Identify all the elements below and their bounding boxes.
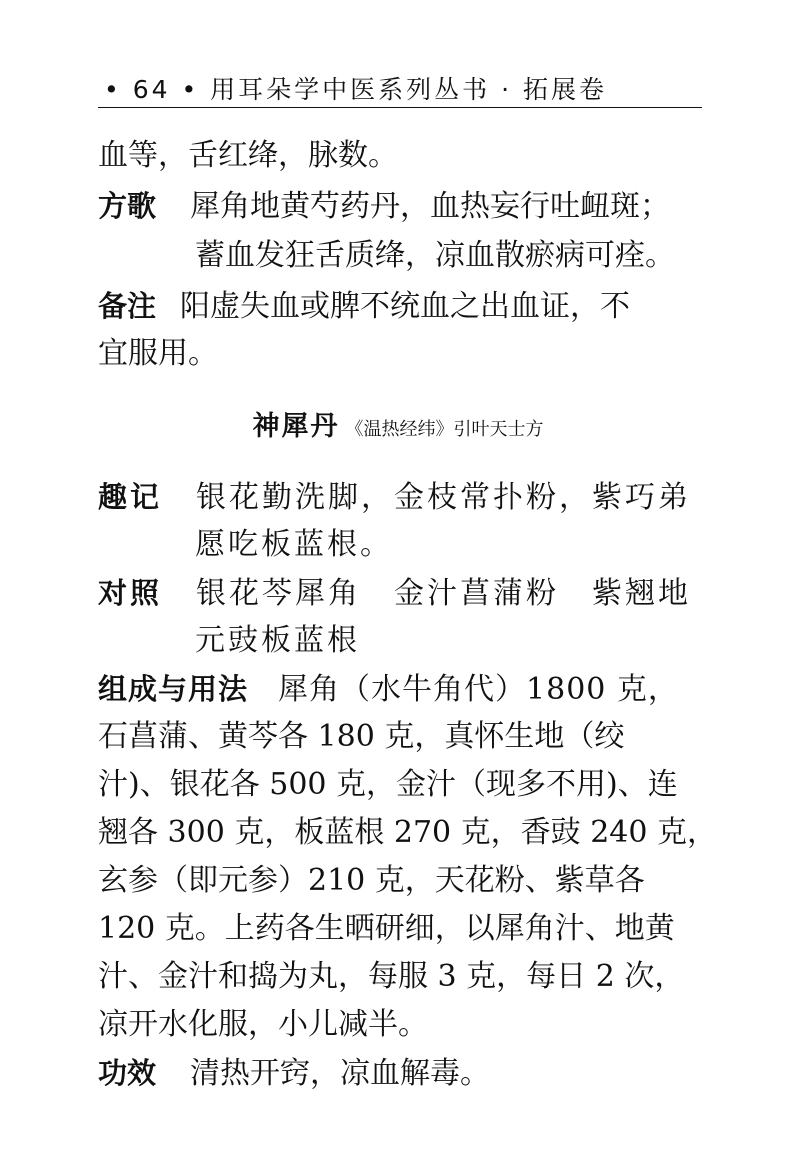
formula-title <box>0 404 796 443</box>
beizhu-label: 备注 <box>98 289 157 323</box>
zucheng-line-6: 120 克。上药各生晒研细，以犀角汁、地黄 <box>98 911 675 946</box>
running-header <box>98 68 702 108</box>
zucheng-line-5: 玄参（即元参）210 克，天花粉、紫草各 <box>98 863 645 898</box>
beizhu-line-1 <box>98 286 702 327</box>
formula-name: 神犀丹 <box>252 411 340 442</box>
quji-label: 趣记 <box>98 480 163 514</box>
header-text: • 64 • 用耳朵学中医系列丛书 · 拓展卷 <box>104 75 607 104</box>
zucheng-line-7: 汁、金汁和捣为丸，每服 3 克，每日 2 次， <box>98 959 685 994</box>
duizhao-label: 对照 <box>98 576 163 610</box>
quji-line-1 <box>98 477 702 518</box>
duizhao-line-1 <box>98 573 702 614</box>
quji-line-2: 愿吃板蓝根。 <box>195 527 393 562</box>
zucheng-line-3: 汁)、银花各 500 克，金汁（现多不用)、连 <box>98 767 678 802</box>
fangge-label: 方歌 <box>98 189 157 223</box>
quji-text-1: 银花勤洗脚，金枝常扑粉，紫巧弟 <box>196 480 692 515</box>
duizhao-text-1: 银花芩犀角 金汁菖蒲粉 紫翘地 <box>196 576 692 611</box>
fangge-text-1: 犀角地黄芍药丹，血热妄行吐衄斑； <box>190 189 671 224</box>
zucheng-label: 组成与用法 <box>98 672 249 706</box>
beizhu-text-1: 阳虚失血或脾不统血之出血证，不 <box>180 289 631 324</box>
gongxiao-text-1: 清热开窍，凉血解毒。 <box>190 1056 491 1091</box>
formula-source: 《温热经纬》引叶天士方 <box>345 419 544 440</box>
fangge-line-2: 蓄血发狂舌质绛，凉血散瘀病可痊。 <box>195 238 675 273</box>
duizhao-line-2: 元豉板蓝根 <box>195 623 360 658</box>
zucheng-text-1: 犀角（水牛角代）1800 克， <box>278 672 679 707</box>
zucheng-line-1 <box>98 669 702 710</box>
gongxiao-label: 功效 <box>98 1056 157 1090</box>
zucheng-line-8: 凉开水化服，小儿减半。 <box>98 1007 428 1042</box>
text-line: 血等，舌红绛，脉数。 <box>98 138 398 173</box>
beizhu-line-2: 宜服用。 <box>98 336 218 371</box>
gongxiao-line-1 <box>98 1053 702 1094</box>
fangge-line-1 <box>98 186 702 227</box>
zucheng-line-2: 石菖蒲、黄芩各 180 克，真怀生地（绞 <box>98 719 625 754</box>
zucheng-line-4: 翘各 300 克，板蓝根 270 克，香豉 240 克， <box>98 815 717 850</box>
